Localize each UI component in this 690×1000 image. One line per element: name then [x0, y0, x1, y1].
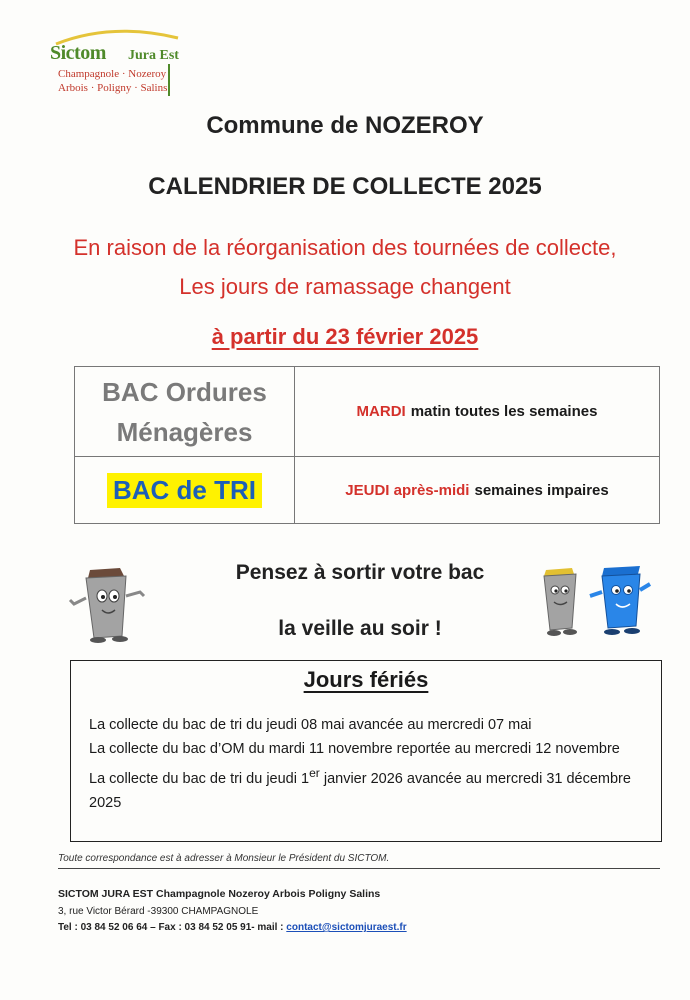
holiday-item-superscript: er: [309, 766, 320, 780]
correspondence-note: Toute correspondance est à adresser à Monsieur le Président du SICTOM.: [58, 853, 390, 864]
bin-recycling: BAC de TRI: [107, 473, 262, 508]
footer-organisation: SICTOM JURA EST Champagnole Nozeroy Arbois Poligny Salins: [58, 888, 381, 900]
holiday-item: [89, 761, 649, 815]
logo-towns-line1: Champagnole · Nozeroy: [58, 68, 167, 80]
collection-details: semaines impaires: [474, 481, 609, 499]
bin-cell: [75, 457, 295, 523]
holidays-title: Jours fériés: [303, 667, 429, 692]
bin-cell: [75, 367, 295, 456]
footer-address: 3, rue Victor Bérard -39300 CHAMPAGNOLE: [58, 906, 259, 917]
public-holidays-box: [70, 660, 662, 842]
reminder-line1: Pensez à sortir votre bac: [235, 561, 485, 584]
holiday-item-text: La collecte du bac de tri du jeudi 1: [89, 770, 310, 787]
collection-schedule-table: [74, 366, 660, 524]
logo-name: Sictom: [50, 42, 106, 64]
reminder-line2: la veille au soir !: [278, 617, 442, 640]
logo-towns-line2: Arbois · Poligny · Salins: [58, 82, 168, 94]
schedule-row-household: [75, 367, 659, 457]
footer-contact: [58, 922, 407, 933]
reorganisation-notice: En raison de la réorganisation des tournées de collecte, Les jours de ramassage changent: [73, 235, 617, 299]
collection-day: JEUDI après-midi: [345, 481, 470, 499]
collection-details: matin toutes les semaines: [410, 403, 598, 420]
collection-day-cell: [295, 457, 659, 523]
holiday-item-text: janvier 2026 avancée au mercredi 31 décembre 2025: [89, 770, 631, 811]
footer-phone-fax: Tel : 03 84 52 06 64 – Fax : 03 84 52 05 91- mail :: [58, 922, 287, 933]
bin-household-waste: BAC Ordures Ménagères: [102, 376, 267, 447]
footer-email-link[interactable]: contact@sictomjuraest.fr: [286, 922, 407, 933]
logo-name-suffix: Jura Est: [128, 48, 179, 63]
holiday-item: La collecte du bac d’OM du mardi 11 novembre reportée au mercredi 12 novembre: [89, 741, 620, 757]
schedule-row-recycling: [75, 457, 659, 523]
calendar-title: CALENDRIER DE COLLECTE 2025: [148, 173, 542, 200]
start-date: [0, 324, 690, 350]
grey-bin-mascot-icon: [68, 566, 148, 644]
footer-divider: [58, 868, 660, 869]
start-date-text: à partir du 23 février 2025: [211, 324, 479, 349]
collection-day-cell: [295, 367, 659, 456]
collection-day: MARDI: [356, 403, 406, 420]
holiday-item: La collecte du bac de tri du jeudi 08 mai avancée au mercredi 07 mai: [89, 717, 532, 733]
holiday-list: [89, 713, 649, 815]
commune-title: Commune de NOZEROY: [206, 112, 484, 139]
sictom-logo: [44, 28, 184, 100]
logo-divider: [168, 64, 170, 96]
